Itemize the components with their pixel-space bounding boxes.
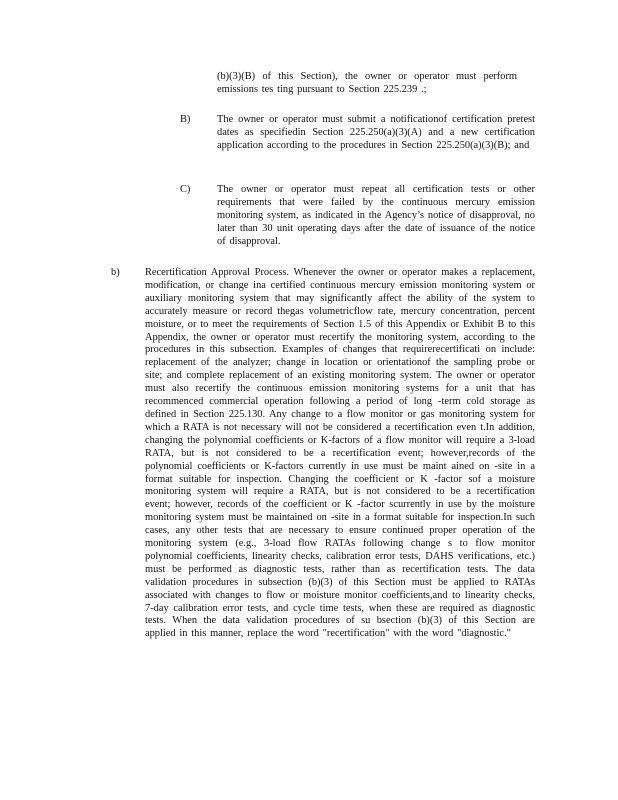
item-C-label: C) (180, 184, 191, 195)
item-B-paragraph: The owner or operator must submit a notificationof certification pretest dates as specifiedin Section 225.250(a)(3)(A) and a new certification application according to the procedures in Section 225.250(a)(3)(B); and (217, 114, 535, 151)
continuation-paragraph: (b)(3)(B) of this Section), the owner or operator must perform emissions tes ting pursuant to Section 225.239 .; (217, 71, 517, 95)
item-B-label: B) (180, 114, 191, 125)
item-b-label: b) (111, 267, 120, 278)
recertification-paragraph: Recertification Approval Process. Whenever the owner or operator makes a replacement, modification, or change ina certified continuous mercury emission monitoring system or auxiliary monitoring system that may significantly affect the ability of the system to accurately measure or record thegas volumetricflow rate, mercury concentration, percent moisture, or to meet the requirements of Section 1.5 of this Appendix or Exhibit B to this Appendix, the owner or operator must recertify the monitoring system, according to the procedures in this subsection. Examples of changes that requirerecertificati on include: replacement of the analyzer; change in location or orientationof the sampling probe or site; and complete replacement of an existing monitoring system. The owner or operator must also recertify the continuous emission monitoring systems for a unit that has recommenced commercial operation following a period of long -term cold storage as defined in Section 225.130. Any change to a flow monitor or gas monitoring system for which a RATA is not necessary will not be considered a recertification even t.In addition, changing the polynomial coefficients or K-factors of a flow monitor will require a 3-load RATA, but is not considered to be a recertification event; however,records of the polynomial coefficients or K-factors currently in use must be maint ained on -site in a format suitable for inspection. Changing the coefficient or K -factor sof a moisture monitoring system will require a RATA, but is not considered to be a recertification event; however, records of the coefficient or K -factor scurrently in use by the moisture monitoring system must be maintained on -site in a format suitable for inspection.In such cases, any other tests that are necessary to ensure continued proper operation of the monitoring system (e.g., 3-load flow RATAs following change s to flow monitor polynomial coefficients, linearity checks, calibration error tests, DAHS verifications, etc.) must be performed as diagnostic tests, rather than as recertification tests. The data validation procedures in subsection (b)(3) of this Section must be applied to RATAs associated with changes to flow or moisture monitor coefficients,and to linearity checks, 7-day calibration error tests, and cycle time tests, when these are required as diagnostic tests. When the data validation procedures of su bsection (b)(3) of this Section are applied in this manner, replace the word "recertification" with the word "diagnostic." (145, 267, 535, 640)
item-C-paragraph: The owner or operator must repeat all certification tests or other requirements that were failed by the continuous mercury emission monitoring system, as indicated in the Agency’s notice of disapproval, no later than 30 unit operating days after the date of issuance of the notice of disapproval. (217, 184, 535, 247)
